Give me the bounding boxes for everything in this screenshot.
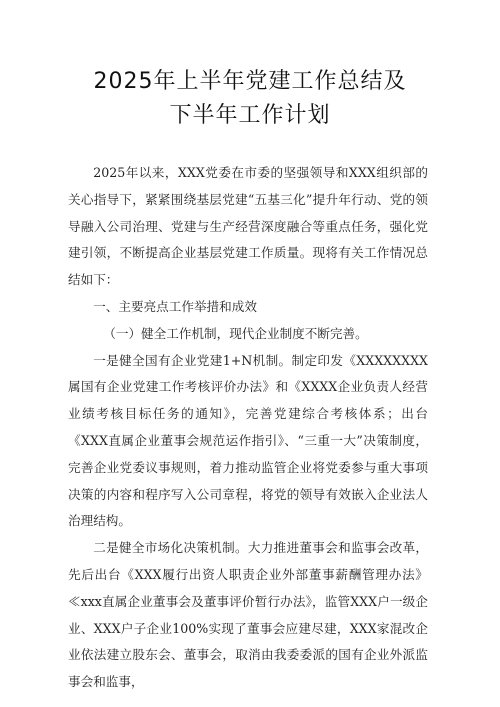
document-title-line-1: 2025年上半年党建工作总结及 [93,69,407,94]
document-body [68,160,428,696]
document-title-line-2: 下半年工作计划 [169,103,331,128]
section-heading: 一、主要亮点工作举措和成效 [93,298,257,314]
body-paragraph-1: 一是健全国有企业党建1+N机制。制定印发《XXXXXXXX属国有企业党建工作考核评价办法》和《XXXX企业负责人经营业绩考核目标任务的通知》，完善党建综合考核体系；出台《XXX直属企业董事会规范运作指引》、“三重一大”决策制度，完善企业党委议事规则，着力推动监管企业将党委参与重大事项决策的内容和程序写入公司章程，将党的领导有效嵌入企业法人治理结构。 [68,352,428,529]
subsection-heading: （一）健全工作机制，现代企业制度不断完善。 [103,325,368,341]
intro-paragraph: 2025年以来，XXX党委在市委的坚强领导和XXX组织部的关心指导下，紧紧围绕基层党建“五基三化”提升年行动、党的领导融入公司治理、党建与生产经营深度融合等重点任务，强化党建引领，不断提高企业基层党建工作质量。现将有关工作情况总结如下： [68,165,428,288]
body-paragraph-2: 二是健全市场化决策机制。大力推进董事会和监事会改革，先后出台《XXX履行出资人职责企业外部董事薪酬管理办法》≪xxx直属企业董事会及董事评价暂行办法》，监管XXX户一级企业、XXX户子企业100%实现了董事会应建尽建，XXX家混改企业依法建立股东会、董事会，取消由我委委派的国有企业外派监事会和监事， [68,540,428,690]
